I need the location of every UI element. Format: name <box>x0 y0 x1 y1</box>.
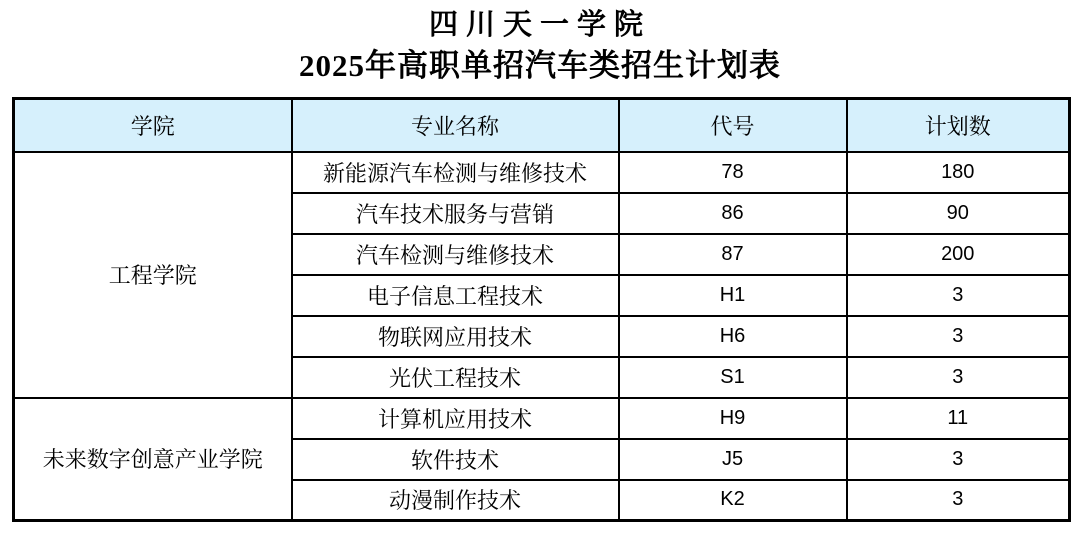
plan-cell: 180 <box>847 152 1070 193</box>
plan-cell: 3 <box>847 357 1070 398</box>
code-cell: 87 <box>619 234 847 275</box>
code-cell: H6 <box>619 316 847 357</box>
plan-cell: 90 <box>847 193 1070 234</box>
code-cell: 86 <box>619 193 847 234</box>
major-cell: 汽车技术服务与营销 <box>292 193 619 234</box>
col-header-code: 代号 <box>619 99 847 152</box>
col-header-college: 学院 <box>14 99 292 152</box>
table-row <box>14 152 1070 193</box>
code-cell: J5 <box>619 439 847 480</box>
college-cell-engineering: 工程学院 <box>14 152 292 398</box>
major-cell: 动漫制作技术 <box>292 480 619 521</box>
enrollment-table <box>12 97 1071 522</box>
page-title: 四川天一学院 <box>428 9 651 41</box>
code-cell: H9 <box>619 398 847 439</box>
major-cell: 新能源汽车检测与维修技术 <box>292 152 619 193</box>
major-cell: 软件技术 <box>292 439 619 480</box>
major-cell: 汽车检测与维修技术 <box>292 234 619 275</box>
code-cell: K2 <box>619 480 847 521</box>
college-cell-future-digital: 未来数字创意产业学院 <box>14 398 292 521</box>
major-cell: 计算机应用技术 <box>292 398 619 439</box>
plan-cell: 3 <box>847 275 1070 316</box>
major-cell: 光伏工程技术 <box>292 357 619 398</box>
header-row <box>14 99 1070 152</box>
major-cell: 物联网应用技术 <box>292 316 619 357</box>
plan-cell: 3 <box>847 316 1070 357</box>
plan-cell: 200 <box>847 234 1070 275</box>
page-subtitle: 2025年高职单招汽车类招生计划表 <box>299 48 781 83</box>
major-cell: 电子信息工程技术 <box>292 275 619 316</box>
plan-cell: 3 <box>847 439 1070 480</box>
code-cell: S1 <box>619 357 847 398</box>
code-cell: 78 <box>619 152 847 193</box>
plan-cell: 11 <box>847 398 1070 439</box>
col-header-major: 专业名称 <box>292 99 619 152</box>
code-cell: H1 <box>619 275 847 316</box>
col-header-plan: 计划数 <box>847 99 1070 152</box>
plan-cell: 3 <box>847 480 1070 521</box>
table-row <box>14 398 1070 439</box>
